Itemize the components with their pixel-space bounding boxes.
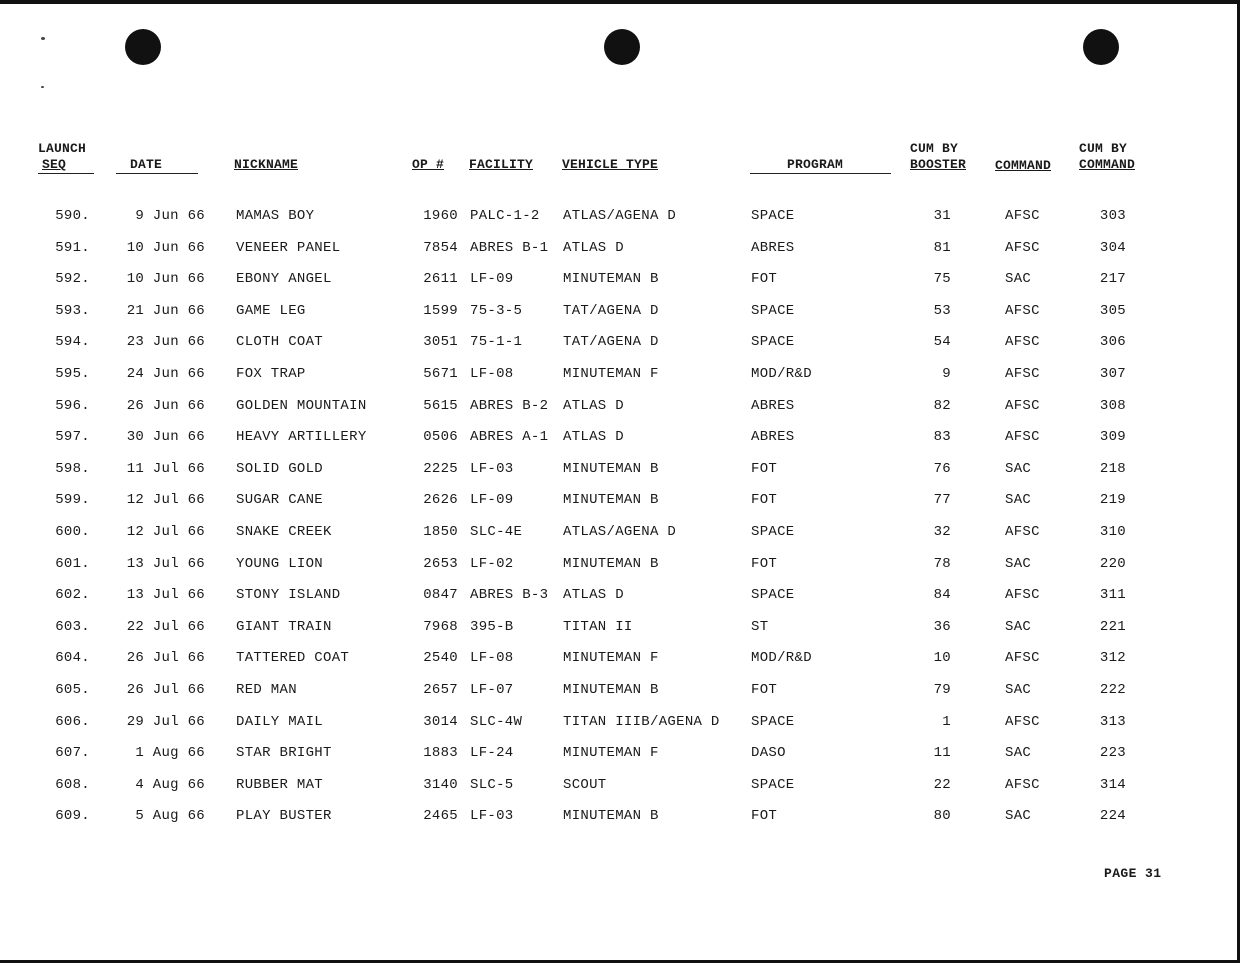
cell-cum-by-command: 222	[1099, 682, 1126, 698]
cell-launch-seq: 596.	[55, 397, 90, 414]
header-rule-seq	[38, 173, 94, 174]
header-op	[412, 157, 444, 173]
cell-command: AFSC	[1005, 208, 1040, 224]
cell-facility: LF-03	[470, 460, 514, 477]
cell-nickname: SNAKE CREEK	[236, 524, 332, 540]
cell-facility: 75-3-5	[470, 302, 523, 319]
cell-cum-by-command: 308	[1099, 397, 1126, 414]
cell-nickname: STAR BRIGHT	[236, 745, 332, 762]
cell-program: ST	[751, 618, 769, 635]
cell-program: FOT	[751, 555, 778, 572]
table-row	[0, 680, 1240, 700]
table-row	[0, 806, 1240, 826]
header-cum-by-command-label: COMMAND	[1079, 157, 1136, 172]
cell-program: SPACE	[751, 208, 795, 224]
cell-op-number: 3051	[423, 334, 458, 351]
cell-op-number: 3014	[423, 713, 458, 730]
cell-program: MOD/R&D	[751, 650, 812, 667]
table-row	[0, 585, 1240, 605]
cell-vehicle-type: MINUTEMAN B	[563, 555, 659, 572]
cell-cum-by-command: 312	[1099, 650, 1126, 667]
cell-date: 1 Aug 66	[135, 745, 205, 762]
cell-date: 9 Jun 66	[135, 208, 205, 224]
cell-cum-by-booster: 79	[933, 682, 951, 698]
cell-op-number: 2225	[423, 460, 458, 477]
table-row	[0, 301, 1240, 321]
cell-cum-by-command: 217	[1099, 271, 1126, 288]
header-command-label: COMMAND	[995, 158, 1052, 173]
cell-facility: LF-07	[470, 682, 514, 698]
cell-date: 26 Jul 66	[126, 682, 205, 698]
table-row	[0, 648, 1240, 668]
cell-facility: SLC-4W	[470, 713, 523, 730]
cell-command: SAC	[1005, 492, 1032, 509]
cell-cum-by-booster: 82	[933, 397, 951, 414]
cell-vehicle-type: SCOUT	[563, 776, 607, 793]
cell-command: AFSC	[1005, 429, 1040, 446]
cell-cum-by-command: 311	[1099, 587, 1126, 604]
cell-date: 29 Jul 66	[126, 713, 205, 730]
cell-vehicle-type: ATLAS D	[563, 587, 624, 604]
table-row	[0, 490, 1240, 510]
cell-vehicle-type: TAT/AGENA D	[563, 334, 659, 351]
cell-facility: SLC-5	[470, 776, 514, 793]
cell-nickname: SOLID GOLD	[236, 460, 324, 477]
cell-date: 24 Jun 66	[126, 366, 205, 382]
punch-hole-center	[604, 29, 640, 65]
cell-cum-by-booster: 31	[933, 208, 951, 224]
cell-date: 22 Jul 66	[126, 618, 205, 635]
cell-launch-seq: 600.	[55, 524, 90, 540]
cell-cum-by-booster: 84	[933, 587, 951, 604]
cell-nickname: VENEER PANEL	[236, 239, 341, 256]
cell-facility: 395-B	[470, 618, 514, 635]
cell-command: AFSC	[1005, 587, 1040, 604]
cell-cum-by-booster: 32	[933, 524, 951, 540]
header-launch-seq	[38, 141, 86, 173]
cell-command: AFSC	[1005, 302, 1040, 319]
cell-nickname: GIANT TRAIN	[236, 618, 332, 635]
table-row	[0, 712, 1240, 732]
cell-program: SPACE	[751, 713, 795, 730]
cell-vehicle-type: MINUTEMAN B	[563, 682, 659, 698]
cell-facility: LF-09	[470, 492, 514, 509]
cell-facility: 75-1-1	[470, 334, 523, 351]
cell-launch-seq: 590.	[55, 208, 90, 224]
cell-facility: ABRES B-2	[470, 397, 549, 414]
cell-launch-seq: 592.	[55, 271, 90, 288]
table-row	[0, 427, 1240, 447]
cell-cum-by-command: 309	[1099, 429, 1126, 446]
cell-launch-seq: 605.	[55, 682, 90, 698]
cell-facility: LF-08	[470, 366, 514, 382]
cell-nickname: EBONY ANGEL	[236, 271, 332, 288]
cell-nickname: RUBBER MAT	[236, 776, 324, 793]
cell-program: FOT	[751, 492, 778, 509]
header-nickname-label: NICKNAME	[234, 157, 299, 172]
cell-launch-seq: 599.	[55, 492, 90, 509]
cell-op-number: 3140	[423, 776, 458, 793]
table-row	[0, 206, 1240, 226]
header-cum-by-booster-line1: CUM BY	[910, 141, 959, 156]
cell-nickname: RED MAN	[236, 682, 297, 698]
cell-launch-seq: 608.	[55, 776, 90, 793]
cell-program: ABRES	[751, 239, 795, 256]
cell-facility: ABRES B-1	[470, 239, 549, 256]
cell-cum-by-command: 221	[1099, 618, 1126, 635]
cell-nickname: STONY ISLAND	[236, 587, 341, 604]
cell-vehicle-type: TAT/AGENA D	[563, 302, 659, 319]
cell-program: ABRES	[751, 397, 795, 414]
header-rule-program	[750, 173, 891, 174]
cell-vehicle-type: MINUTEMAN B	[563, 492, 659, 509]
cell-cum-by-booster: 76	[933, 460, 951, 477]
cell-cum-by-command: 313	[1099, 713, 1126, 730]
cell-nickname: PLAY BUSTER	[236, 808, 332, 825]
cell-program: SPACE	[751, 334, 795, 351]
cell-program: FOT	[751, 682, 778, 698]
header-launch-seq-line2	[38, 157, 86, 173]
cell-facility: LF-02	[470, 555, 514, 572]
header-launch-seq-label: SEQ	[42, 157, 67, 172]
cell-cum-by-booster: 10	[933, 650, 951, 667]
cell-date: 10 Jun 66	[126, 271, 205, 288]
cell-cum-by-booster: 53	[933, 302, 951, 319]
header-date	[130, 157, 162, 173]
cell-vehicle-type: ATLAS D	[563, 429, 624, 446]
cell-nickname: GAME LEG	[236, 302, 306, 319]
cell-op-number: 2626	[423, 492, 458, 509]
cell-nickname: MAMAS BOY	[236, 208, 315, 224]
cell-cum-by-command: 219	[1099, 492, 1126, 509]
header-facility-label: FACILITY	[469, 157, 534, 172]
cell-cum-by-command: 223	[1099, 745, 1126, 762]
cell-op-number: 1599	[423, 302, 458, 319]
cell-cum-by-booster: 83	[933, 429, 951, 446]
punch-hole-right	[1083, 29, 1119, 65]
table-row	[0, 364, 1240, 384]
cell-date: 4 Aug 66	[135, 776, 205, 793]
punch-hole-left	[125, 29, 161, 65]
cell-vehicle-type: MINUTEMAN F	[563, 745, 659, 762]
cell-cum-by-command: 218	[1099, 460, 1126, 477]
cell-op-number: 5615	[423, 397, 458, 414]
cell-nickname: CLOTH COAT	[236, 334, 324, 351]
cell-nickname: YOUNG LION	[236, 555, 324, 572]
header-date-label: DATE	[130, 157, 163, 172]
cell-facility: SLC-4E	[470, 524, 523, 540]
table-row	[0, 238, 1240, 258]
cell-op-number: 7968	[423, 618, 458, 635]
cell-program: ABRES	[751, 429, 795, 446]
cell-op-number: 7854	[423, 239, 458, 256]
cell-vehicle-type: ATLAS D	[563, 239, 624, 256]
table-row	[0, 269, 1240, 289]
cell-command: AFSC	[1005, 524, 1040, 540]
scan-speck	[41, 37, 45, 40]
cell-op-number: 5671	[423, 366, 458, 382]
scan-speck	[41, 86, 44, 88]
table-row	[0, 743, 1240, 763]
header-op-label: OP #	[412, 157, 445, 172]
cell-nickname: FOX TRAP	[236, 366, 306, 382]
cell-program: FOT	[751, 271, 778, 288]
cell-vehicle-type: ATLAS/AGENA D	[563, 208, 677, 224]
cell-cum-by-booster: 36	[933, 618, 951, 635]
cell-nickname: SUGAR CANE	[236, 492, 324, 509]
cell-facility: ABRES B-3	[470, 587, 549, 604]
cell-facility: ABRES A-1	[470, 429, 549, 446]
cell-nickname: GOLDEN MOUNTAIN	[236, 397, 367, 414]
header-cum-by-booster	[910, 141, 966, 173]
cell-command: SAC	[1005, 682, 1032, 698]
cell-cum-by-command: 314	[1099, 776, 1126, 793]
header-rule-date	[116, 173, 198, 174]
cell-command: AFSC	[1005, 239, 1040, 256]
cell-cum-by-command: 303	[1099, 208, 1126, 224]
cell-launch-seq: 601.	[55, 555, 90, 572]
cell-cum-by-command: 306	[1099, 334, 1126, 351]
cell-op-number: 2611	[423, 271, 458, 288]
header-cum-by-command-line1: CUM BY	[1079, 141, 1128, 156]
cell-facility: LF-03	[470, 808, 514, 825]
cell-launch-seq: 604.	[55, 650, 90, 667]
cell-command: SAC	[1005, 555, 1032, 572]
cell-facility: LF-09	[470, 271, 514, 288]
cell-date: 10 Jun 66	[126, 239, 205, 256]
cell-date: 5 Aug 66	[135, 808, 205, 825]
cell-facility: PALC-1-2	[470, 208, 540, 224]
cell-cum-by-booster: 78	[933, 555, 951, 572]
header-cum-by-booster-label: BOOSTER	[910, 157, 967, 172]
cell-launch-seq: 607.	[55, 745, 90, 762]
cell-command: AFSC	[1005, 334, 1040, 351]
cell-launch-seq: 598.	[55, 460, 90, 477]
cell-command: SAC	[1005, 618, 1032, 635]
cell-launch-seq: 595.	[55, 366, 90, 382]
cell-launch-seq: 597.	[55, 429, 90, 446]
cell-nickname: DAILY MAIL	[236, 713, 324, 730]
cell-cum-by-booster: 75	[933, 271, 951, 288]
page-number: PAGE 31	[1104, 866, 1162, 881]
cell-cum-by-booster: 11	[933, 745, 951, 762]
cell-op-number: 1850	[423, 524, 458, 540]
header-program-label: PROGRAM	[787, 157, 844, 172]
header-vehicle-type	[562, 157, 658, 173]
cell-launch-seq: 591.	[55, 239, 90, 256]
cell-cum-by-command: 307	[1099, 366, 1126, 382]
cell-launch-seq: 609.	[55, 808, 90, 825]
cell-op-number: 1883	[423, 745, 458, 762]
cell-date: 21 Jun 66	[126, 302, 205, 319]
cell-cum-by-booster: 80	[933, 808, 951, 825]
table-row	[0, 554, 1240, 574]
cell-op-number: 0847	[423, 587, 458, 604]
cell-cum-by-command: 310	[1099, 524, 1126, 540]
cell-cum-by-booster: 54	[933, 334, 951, 351]
header-launch-seq-line1: LAUNCH	[38, 141, 87, 156]
cell-op-number: 2653	[423, 555, 458, 572]
cell-cum-by-booster: 22	[933, 776, 951, 793]
cell-date: 13 Jul 66	[126, 555, 205, 572]
header-command	[995, 158, 1051, 174]
cell-op-number: 2540	[423, 650, 458, 667]
cell-date: 13 Jul 66	[126, 587, 205, 604]
cell-vehicle-type: ATLAS D	[563, 397, 624, 414]
cell-vehicle-type: MINUTEMAN F	[563, 366, 659, 382]
cell-launch-seq: 594.	[55, 334, 90, 351]
cell-nickname: TATTERED COAT	[236, 650, 350, 667]
cell-command: SAC	[1005, 745, 1032, 762]
cell-command: SAC	[1005, 808, 1032, 825]
table-row	[0, 396, 1240, 416]
cell-op-number: 0506	[423, 429, 458, 446]
cell-vehicle-type: TITAN II	[563, 618, 633, 635]
cell-launch-seq: 603.	[55, 618, 90, 635]
cell-nickname: HEAVY ARTILLERY	[236, 429, 367, 446]
cell-date: 12 Jul 66	[126, 524, 205, 540]
cell-cum-by-command: 305	[1099, 302, 1126, 319]
cell-date: 23 Jun 66	[126, 334, 205, 351]
header-facility	[469, 157, 533, 173]
header-cum-by-command	[1079, 141, 1135, 173]
cell-program: DASO	[751, 745, 786, 762]
cell-vehicle-type: MINUTEMAN B	[563, 271, 659, 288]
cell-date: 30 Jun 66	[126, 429, 205, 446]
table-row	[0, 459, 1240, 479]
header-cum-by-command-line2	[1079, 157, 1135, 173]
cell-command: AFSC	[1005, 650, 1040, 667]
cell-op-number: 2657	[423, 682, 458, 698]
cell-facility: LF-08	[470, 650, 514, 667]
cell-cum-by-booster: 77	[933, 492, 951, 509]
cell-cum-by-command: 224	[1099, 808, 1126, 825]
cell-vehicle-type: MINUTEMAN F	[563, 650, 659, 667]
cell-launch-seq: 602.	[55, 587, 90, 604]
cell-op-number: 1960	[423, 208, 458, 224]
cell-date: 26 Jul 66	[126, 650, 205, 667]
cell-cum-by-booster: 1	[942, 713, 951, 730]
cell-cum-by-booster: 81	[933, 239, 951, 256]
cell-launch-seq: 606.	[55, 713, 90, 730]
cell-date: 12 Jul 66	[126, 492, 205, 509]
table-row	[0, 332, 1240, 352]
cell-date: 11 Jul 66	[126, 460, 205, 477]
cell-cum-by-booster: 9	[942, 366, 951, 382]
cell-facility: LF-24	[470, 745, 514, 762]
cell-command: AFSC	[1005, 366, 1040, 382]
header-cum-by-booster-line2	[910, 157, 966, 173]
cell-program: SPACE	[751, 302, 795, 319]
table-row	[0, 617, 1240, 637]
cell-program: SPACE	[751, 776, 795, 793]
cell-command: AFSC	[1005, 397, 1040, 414]
cell-command: SAC	[1005, 271, 1032, 288]
cell-vehicle-type: MINUTEMAN B	[563, 460, 659, 477]
cell-program: MOD/R&D	[751, 366, 812, 382]
cell-date: 26 Jun 66	[126, 397, 205, 414]
cell-cum-by-command: 220	[1099, 555, 1126, 572]
header-program	[787, 157, 843, 173]
table-row	[0, 522, 1240, 542]
cell-cum-by-command: 304	[1099, 239, 1126, 256]
cell-command: AFSC	[1005, 776, 1040, 793]
cell-launch-seq: 593.	[55, 302, 90, 319]
cell-command: SAC	[1005, 460, 1032, 477]
cell-program: FOT	[751, 460, 778, 477]
cell-op-number: 2465	[423, 808, 458, 825]
cell-command: AFSC	[1005, 713, 1040, 730]
cell-program: SPACE	[751, 524, 795, 540]
cell-vehicle-type: ATLAS/AGENA D	[563, 524, 677, 540]
table-row	[0, 775, 1240, 795]
cell-program: SPACE	[751, 587, 795, 604]
cell-vehicle-type: TITAN IIIB/AGENA D	[563, 713, 720, 730]
header-nickname	[234, 157, 298, 173]
header-vehicle-type-label: VEHICLE TYPE	[562, 157, 659, 172]
cell-program: FOT	[751, 808, 778, 825]
cell-vehicle-type: MINUTEMAN B	[563, 808, 659, 825]
